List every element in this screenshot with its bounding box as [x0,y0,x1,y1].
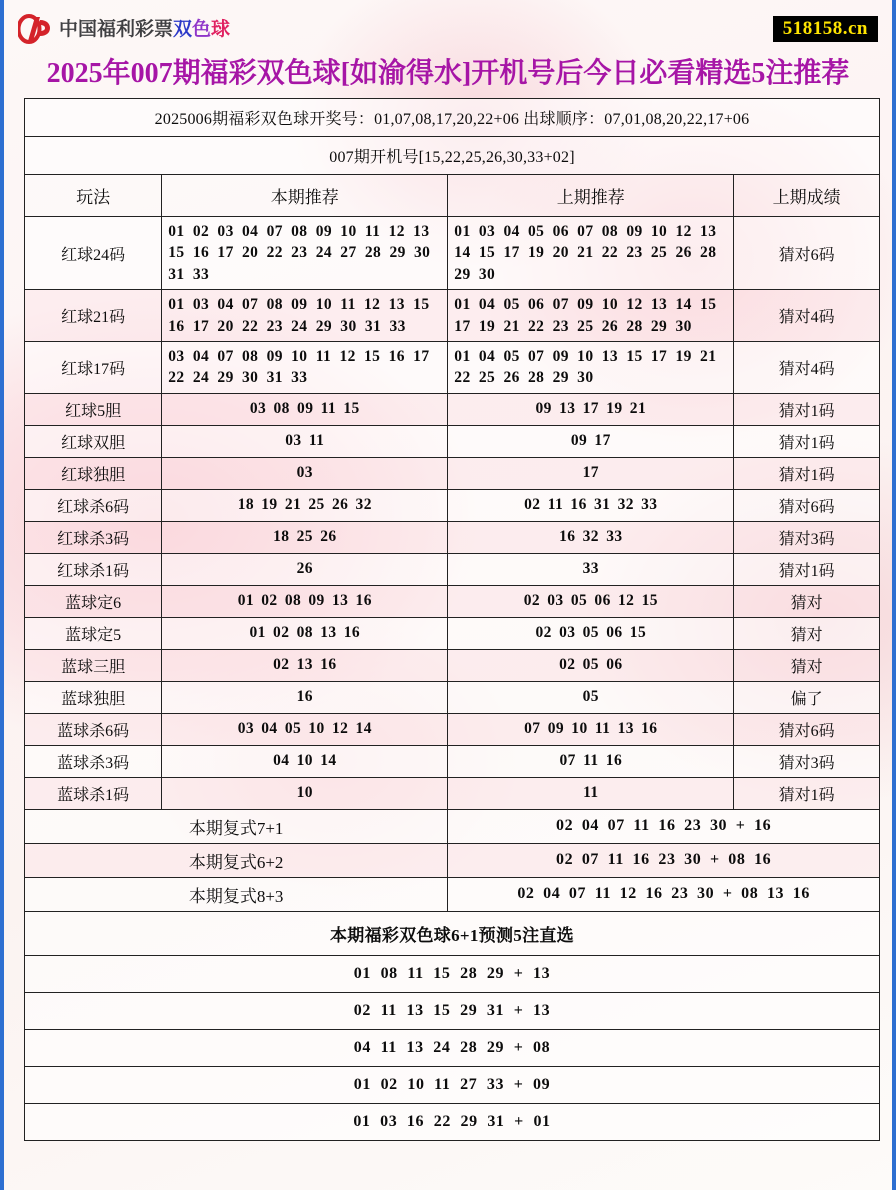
cell-play-name: 蓝球杀6码 [25,713,162,745]
bet-row [25,1029,880,1066]
welfare-lottery-emblem-icon [18,14,52,44]
cell-this-period-numbers: 01 03 04 07 08 09 10 11 12 13 15 16 17 20 22 23 24 29 30 31 33 [162,290,448,342]
cell-this-period-numbers: 10 [162,777,448,809]
main-table-wrap [4,94,892,1141]
cell-last-result: 猜对6码 [734,489,880,521]
logo-text [59,20,230,39]
cell-compound-numbers: 02 04 07 11 16 23 30 + 16 [448,809,880,843]
cell-last-result: 偏了 [734,681,880,713]
cell-last-period-numbers: 02 11 16 31 32 33 [448,489,734,521]
cell-last-result: 猜对3码 [734,745,880,777]
bet-row [25,1066,880,1103]
cell-last-period-numbers: 02 03 05 06 12 15 [448,585,734,617]
cell-play-name: 蓝球杀1码 [25,777,162,809]
cell-play-name: 红球5胆 [25,393,162,425]
cell-play-name: 蓝球独胆 [25,681,162,713]
cell-compound-label: 本期复式6+2 [25,843,448,877]
header-cell-this-period: 本期推荐 [162,175,448,217]
bet-numbers: 01 03 16 22 29 31 + 01 [25,1103,880,1140]
bet-row [25,955,880,992]
header-cell-last-result: 上期成绩 [734,175,880,217]
table-row [25,617,880,649]
cell-last-result: 猜对3码 [734,521,880,553]
header-cell-last-period: 上期推荐 [448,175,734,217]
cell-last-result: 猜对1码 [734,457,880,489]
cell-play-name: 红球杀3码 [25,521,162,553]
table-row [25,681,880,713]
cell-play-name: 红球双胆 [25,425,162,457]
cell-last-period-numbers: 05 [448,681,734,713]
prediction-table [24,98,880,1141]
cell-last-period-numbers: 09 17 [448,425,734,457]
cell-play-name: 红球独胆 [25,457,162,489]
table-row [25,341,880,393]
compound-row [25,843,880,877]
kaijihao-row [25,137,880,175]
cell-last-result: 猜对 [734,649,880,681]
table-row [25,290,880,342]
cell-this-period-numbers: 04 10 14 [162,745,448,777]
cell-this-period-numbers: 03 11 [162,425,448,457]
compound-row [25,877,880,911]
bet-numbers: 01 08 11 15 28 29 + 13 [25,955,880,992]
cell-last-period-numbers: 02 03 05 06 15 [448,617,734,649]
cell-last-period-numbers: 16 32 33 [448,521,734,553]
cell-last-period-numbers: 33 [448,553,734,585]
table-row [25,457,880,489]
bet-row [25,992,880,1029]
table-row [25,777,880,809]
cell-compound-label: 本期复式7+1 [25,809,448,843]
draw-result-row [25,99,880,137]
table-row [25,489,880,521]
prediction-table-body [25,99,880,1141]
cell-last-result: 猜对4码 [734,290,880,342]
header-cell-play: 玩法 [25,175,162,217]
cell-compound-numbers: 02 07 11 16 23 30 + 08 16 [448,843,880,877]
logo-text-ssq-2: 色 [192,18,212,40]
table-row [25,393,880,425]
cell-this-period-numbers: 01 02 03 04 07 08 09 10 11 12 13 15 16 17 20 22 23 24 27 28 29 30 31 33 [162,217,448,290]
cell-last-period-numbers: 17 [448,457,734,489]
cell-play-name: 红球17码 [25,341,162,393]
logo-text-ssq-3: 球 [211,18,231,40]
logo-text-ssq-1: 双 [173,18,193,40]
cell-last-result: 猜对1码 [734,393,880,425]
cell-last-result: 猜对6码 [734,713,880,745]
cell-this-period-numbers: 18 19 21 25 26 32 [162,489,448,521]
cell-this-period-numbers: 01 02 08 09 13 16 [162,585,448,617]
cell-play-name: 红球21码 [25,290,162,342]
cell-play-name: 蓝球杀3码 [25,745,162,777]
table-row [25,553,880,585]
cell-last-result: 猜对1码 [734,425,880,457]
table-row [25,425,880,457]
prediction-section-title-row [25,911,880,955]
cell-last-result: 猜对1码 [734,553,880,585]
page-header [4,0,892,58]
bet-row [25,1103,880,1140]
cell-last-period-numbers: 09 13 17 19 21 [448,393,734,425]
cell-last-result: 猜对 [734,617,880,649]
cell-this-period-numbers: 01 02 08 13 16 [162,617,448,649]
cell-play-name: 蓝球三胆 [25,649,162,681]
page-title: 2025年007期福彩双色球[如渝得水]开机号后今日必看精选5注推荐 [46,58,850,89]
table-row [25,745,880,777]
cell-play-name: 蓝球定6 [25,585,162,617]
cell-this-period-numbers: 16 [162,681,448,713]
cell-compound-numbers: 02 04 07 11 12 16 23 30 + 08 13 16 [448,877,880,911]
cell-this-period-numbers: 03 08 09 11 15 [162,393,448,425]
compound-row [25,809,880,843]
cell-last-period-numbers: 11 [448,777,734,809]
draw-result-text: 2025006期福彩双色球开奖号：01,07,08,17,20,22+06 出球顺序：07,01,08,20,22,17+06 [25,99,880,137]
cell-last-result: 猜对 [734,585,880,617]
site-watermark-badge: 518158.cn [773,16,878,42]
table-row [25,521,880,553]
cell-play-name: 红球24码 [25,217,162,290]
table-row [25,217,880,290]
cell-play-name: 红球杀6码 [25,489,162,521]
cell-last-period-numbers: 07 11 16 [448,745,734,777]
cell-this-period-numbers: 18 25 26 [162,521,448,553]
cell-last-period-numbers: 01 04 05 07 09 10 13 15 17 19 21 22 25 26 28 29 30 [448,341,734,393]
cell-compound-label: 本期复式8+3 [25,877,448,911]
table-row [25,649,880,681]
cell-last-period-numbers: 01 04 05 06 07 09 10 12 13 14 15 17 19 21 22 23 25 26 28 29 30 [448,290,734,342]
cell-last-result: 猜对6码 [734,217,880,290]
cell-this-period-numbers: 03 04 07 08 09 10 11 12 15 16 17 22 24 29 30 31 33 [162,341,448,393]
table-header-row [25,175,880,217]
cell-last-period-numbers: 07 09 10 11 13 16 [448,713,734,745]
logo-text-cn: 中国福利彩票 [59,18,174,40]
bet-numbers: 01 02 10 11 27 33 + 09 [25,1066,880,1103]
cell-play-name: 红球杀1码 [25,553,162,585]
cell-last-result: 猜对1码 [734,777,880,809]
cell-this-period-numbers: 26 [162,553,448,585]
cell-this-period-numbers: 03 [162,457,448,489]
welfare-lottery-logo [18,14,230,44]
bet-numbers: 02 11 13 15 29 31 + 13 [25,992,880,1029]
cell-last-period-numbers: 02 05 06 [448,649,734,681]
cell-this-period-numbers: 03 04 05 10 12 14 [162,713,448,745]
cell-last-result: 猜对4码 [734,341,880,393]
cell-play-name: 蓝球定5 [25,617,162,649]
table-row [25,713,880,745]
cell-this-period-numbers: 02 13 16 [162,649,448,681]
table-row [25,585,880,617]
kaijihao-text: 007期开机号[15,22,25,26,30,33+02] [25,137,880,175]
cell-last-period-numbers: 01 03 04 05 06 07 08 09 10 12 13 14 15 17 19 20 21 22 23 25 26 28 29 30 [448,217,734,290]
prediction-section-title: 本期福彩双色球6+1预测5注直选 [25,911,880,955]
bet-numbers: 04 11 13 24 28 29 + 08 [25,1029,880,1066]
